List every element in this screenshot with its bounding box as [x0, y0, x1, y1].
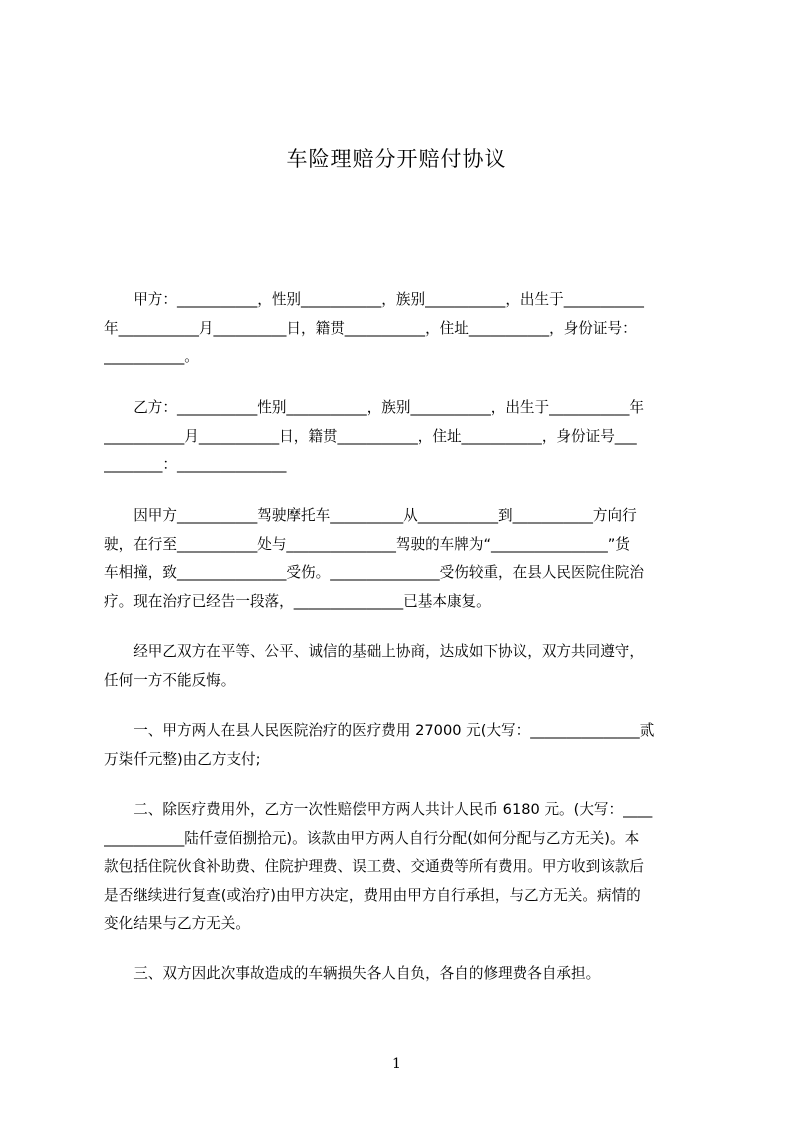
accident-line-4: 疗。现在治疗已经告一段落，_______________已基本康复。	[104, 593, 491, 610]
accident-line-2: 驶，在行至___________处与_______________驾驶的车牌为“________________”货	[104, 536, 630, 553]
document-title: 车险理赔分开赔付协议	[286, 147, 507, 171]
party-a-line-1: 甲方：___________，性别___________，族别___________，出生于___________	[104, 291, 644, 308]
clause-1-line-1: 一、甲方两人在县人民医院治疗的医疗费用 27000 元(大写：_______________贰	[104, 722, 655, 739]
accident-line-1: 因甲方___________驾驶摩托车__________从___________到___________方向行	[104, 507, 637, 524]
clause-2-line-5: 变化结果与乙方无关。	[104, 915, 250, 932]
party-b-line-1: 乙方：___________性别___________，族别___________，出生于___________年	[104, 399, 644, 416]
clause-2-line-3: 款包括住院伙食补助费、住院护理费、误工费、交通费等所有费用。甲方收到该款后	[104, 858, 644, 875]
negotiation-line-1: 经甲乙双方在平等、公平、诚信的基础上协商，达成如下协议，双方共同遵守，	[104, 643, 644, 660]
page-number: 1	[392, 1056, 401, 1072]
accident-line-3: 车相撞，致_______________受伤。_______________受伤较重，在县人民医院住院治	[104, 564, 644, 581]
party-b-line-2: ___________月___________日，籍贯___________，住址___________，身份证号___	[104, 428, 637, 445]
clause-2-line-2: ___________陆仟壹佰捌拾元)。该款由甲方两人自行分配(如何分配与乙方无关)。本	[104, 830, 640, 847]
clause-2-line-1: 二、除医疗费用外，乙方一次性赔偿甲方两人共计人民币 6180 元。(大写：____	[104, 801, 653, 818]
party-a-line-3: ___________。	[104, 348, 199, 365]
clause-2-line-4: 是否继续进行复查(或治疗)由甲方决定，费用由甲方自行承担，与乙方无关。病情的	[104, 887, 641, 904]
party-b-line-3: ________：_______________	[104, 456, 287, 473]
negotiation-line-2: 任何一方不能反悔。	[104, 672, 236, 689]
clause-3-line-1: 三、双方因此次事故造成的车辆损失各人自负，各自的修理费各自承担。	[104, 965, 601, 982]
party-a-line-2: 年___________月__________日，籍贯___________，住址___________，身份证号：	[104, 320, 637, 337]
clause-1-line-2: 万柒仟元整)由乙方支付;	[104, 751, 261, 768]
